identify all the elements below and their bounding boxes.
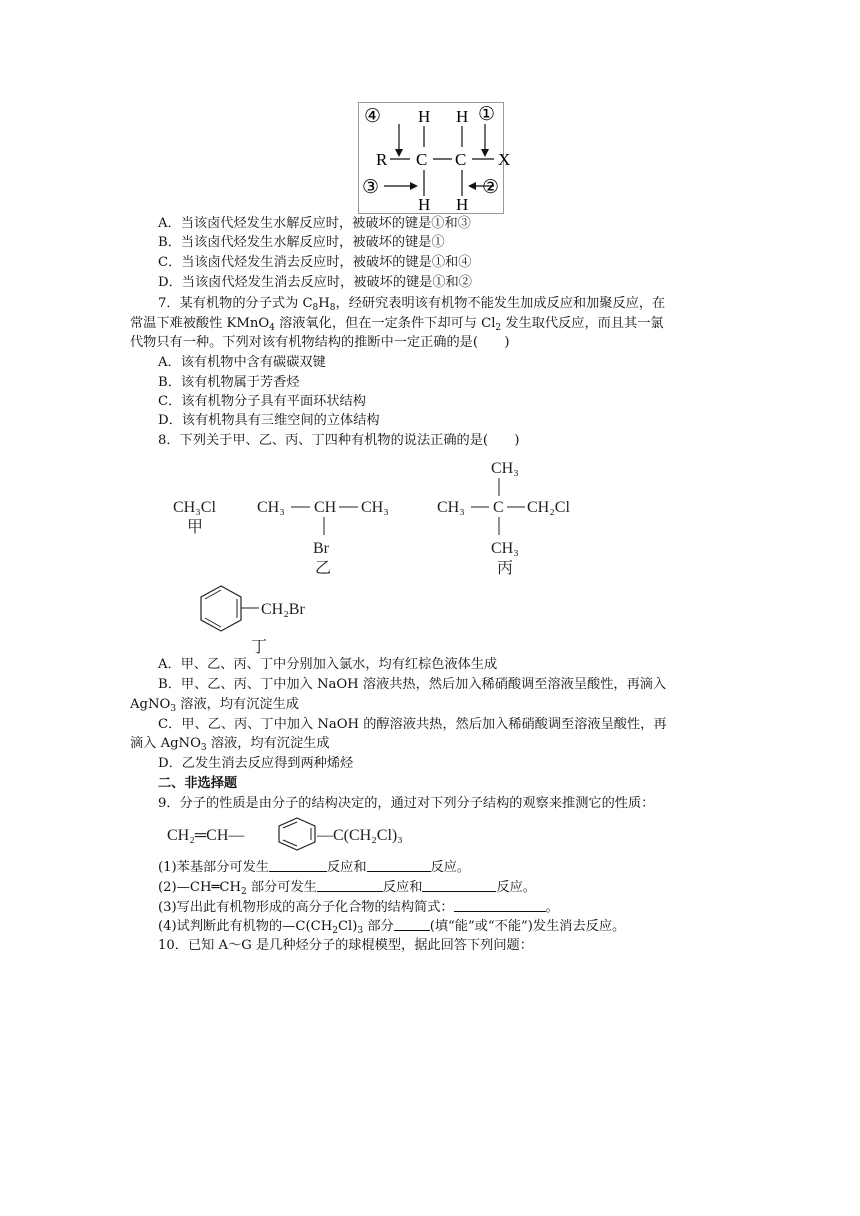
q9-right-group: —C(CH₂Cl)₃ (317, 827, 403, 844)
benzene-ring (201, 586, 241, 631)
q7-option-a: A．该有机物中含有碳碳双键 (158, 355, 326, 370)
yi-mid: CH (314, 499, 337, 516)
bing-right: CH₂Cl (527, 499, 570, 516)
atom-c-left: C (416, 150, 428, 169)
q9-blank-2[interactable] (367, 858, 431, 872)
q8-option-c-line1: C．甲、乙、丙、丁中加入 NaOH 的醇溶液共热，然后加入稀硝酸调至溶液呈酸性，再 (158, 717, 667, 732)
label-bond-2: ② (482, 177, 500, 198)
q6-option-b: B．当该卤代烃发生水解反应时，被破坏的键是① (158, 235, 445, 250)
ding-name: 丁 (251, 639, 268, 656)
q8-option-d: D．乙发生消去反应得到两种烯烃 (158, 756, 354, 771)
q9-left-group: CH₂═CH— (167, 827, 245, 844)
atom-h-bottom-right: H (456, 195, 469, 214)
bing-c: C (493, 499, 504, 516)
jia-formula: CH₃Cl (173, 499, 216, 516)
label-bond-3: ③ (362, 177, 380, 198)
yi-name: 乙 (315, 560, 332, 577)
q9-blank-6[interactable] (394, 917, 430, 931)
label-bond-1: ① (478, 104, 496, 125)
yi-br: Br (313, 540, 329, 557)
q10-stem: 10．已知 A～G 是几种烃分子的球棍模型，据此回答下列问题： (158, 938, 533, 953)
atom-h-top-right: H (456, 107, 469, 126)
ding-group: CH₂Br (261, 601, 305, 618)
q7-option-c: C．该有机物分子具有平面环状结构 (158, 394, 366, 409)
q7-stem-line1: 7．某有机物的分子式为 $C_8H_8$，经研究表明该有机物不能发生加成反应和加聚反应，在 (158, 296, 666, 313)
q6-option-c: C．当该卤代烃发生消去反应时，被破坏的键是①和④ (158, 255, 472, 270)
atom-h-top-left: H (418, 107, 431, 126)
q9-blank-1[interactable] (269, 858, 327, 872)
yi-left: CH₃ (257, 499, 285, 516)
q9-blank-5[interactable] (454, 898, 546, 912)
q8-option-b-line2: AgNO$_3$ 溶液，均有沉淀生成 (130, 697, 299, 714)
jia-name: 甲 (187, 519, 204, 536)
q9-part4: (4)试判断此有机物的$—C(CH_2Cl)_3$ 部分 (填“能”或“不能”)发生消去反应。 (158, 919, 626, 936)
bing-name: 丙 (497, 560, 514, 577)
atom-h-bottom-left: H (418, 195, 431, 214)
atom-c-right: C (455, 150, 467, 169)
q8-stem: 8．下列关于甲、乙、丙、丁四种有机物的说法正确的是( ) (158, 433, 520, 448)
q7-option-d: D．该有机物具有三维空间的立体结构 (158, 413, 380, 428)
q9-blank-3[interactable] (317, 878, 383, 892)
q8-option-a: A．甲、乙、丙、丁中分别加入氯水，均有红棕色液体生成 (158, 657, 498, 672)
q9-part1: (1)苯基部分可发生 反应和 反应。 (158, 860, 471, 875)
q9-benzene-ring (279, 818, 315, 850)
q9-part3: (3)写出此有机物形成的高分子化合物的结构简式： 。 (158, 900, 559, 915)
q7-stem-line2: 常温下难被酸性 KMnO$_4$ 溶液氧化，但在一定条件下却可与 $Cl_2$ 发生取代反应，而且其一氯 (130, 316, 664, 333)
q8-option-c-line2: 滴入 AgNO$_3$ 溶液，均有沉淀生成 (130, 736, 330, 753)
section-heading: 二、非选择题 (158, 776, 238, 791)
q6-option-a: A．当该卤代烃发生水解反应时，被破坏的键是①和③ (158, 216, 471, 231)
q9-blank-4[interactable] (422, 878, 496, 892)
q8-structures-figure (165, 456, 615, 658)
atom-x: X (498, 150, 511, 169)
label-bond-4: ④ (364, 106, 382, 127)
q7-option-b: B．该有机物属于芳香烃 (158, 375, 300, 390)
bing-left: CH₃ (437, 499, 465, 516)
q7-stem-line3: 代物只有一种。下列对该有机物结构的推断中一定正确的是( ) (130, 335, 510, 350)
atom-r: R (376, 150, 388, 169)
q9-part2: $(2)—CH═CH_2$ 部分可发生 反应和 反应。 (158, 880, 536, 897)
q9-stem: 9．分子的性质是由分子的结构决定的，通过对下列分子结构的观察来推测它的性质： (158, 796, 655, 811)
q9-structure-figure (165, 814, 455, 854)
yi-right: CH₃ (361, 499, 389, 516)
q8-option-b-line1: B．甲、乙、丙、丁中加入 NaOH 溶液共热，然后加入稀硝酸调至溶液呈酸性，再滴入 (158, 677, 667, 692)
bing-bottom: CH₃ (491, 540, 519, 557)
bond-cleavage-diagram (358, 102, 511, 214)
bing-top: CH₃ (491, 460, 519, 477)
q6-option-d: D．当该卤代烃发生消去反应时，被破坏的键是①和② (158, 275, 472, 290)
